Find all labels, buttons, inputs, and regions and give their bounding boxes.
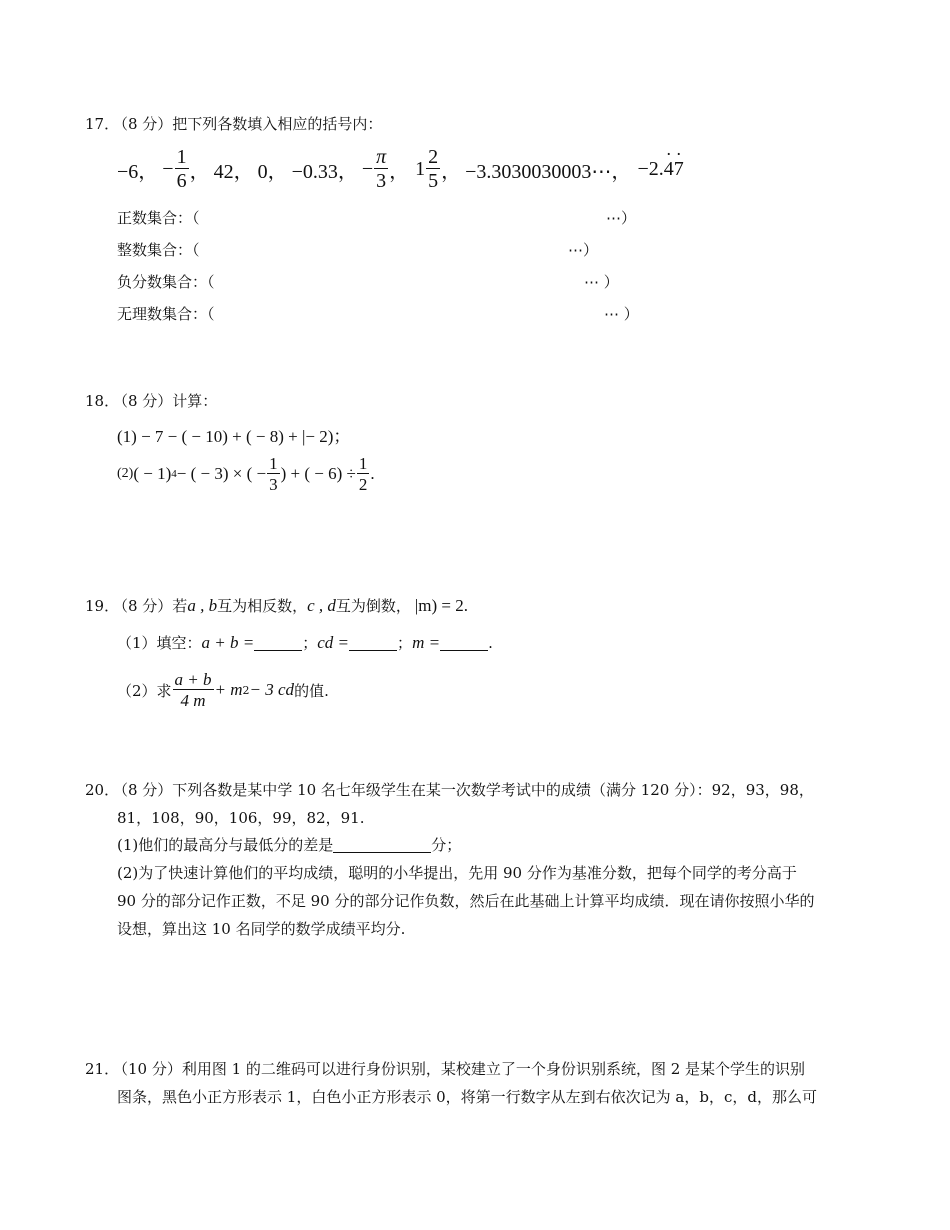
q19-number: 19．	[85, 597, 120, 615]
q17-set-integer-label: 整数集合：（	[117, 241, 200, 259]
q19-part1	[117, 633, 493, 653]
q19-part2-mid: + m	[214, 680, 243, 699]
q18-part2-fraction-1-numerator: 1	[269, 454, 278, 473]
q17-set-irrational-end: ⋯ ）	[604, 305, 639, 323]
q19-part1-blank-1[interactable]	[254, 636, 302, 651]
q17-n2-denominator: 6	[176, 170, 187, 192]
q17-set-negative-fraction-label: 负分数集合：（	[117, 273, 215, 291]
q17-set-positive-end: ⋯）	[606, 209, 637, 227]
q18-part2-mid: − ( − 3) × ( −	[176, 464, 267, 483]
q17-n6-sep: ，	[389, 160, 410, 183]
q19-intro-a: （8 分）若	[113, 597, 188, 615]
q20-part1	[117, 835, 461, 855]
q20-number: 20．	[85, 781, 120, 799]
q19-cd: c , d	[307, 596, 336, 615]
q18-number: 18．	[85, 392, 120, 410]
q18-part2-fraction-1-denominator: 3	[269, 475, 278, 494]
q19-part2-fraction	[173, 671, 214, 709]
q17-n7-numerator: 2	[428, 146, 439, 168]
q21-line1-text: （10 分）利用图 1 的二维码可以进行身份识别，某校建立了一个身份识别系统，图 2 是某个学生的识别	[113, 1060, 806, 1078]
q17-n9-prefix: −2.	[637, 157, 664, 180]
q19-ab: a , b	[187, 596, 218, 615]
q18-part2-label: (2)	[117, 466, 134, 481]
q17-n1: −6，	[117, 160, 159, 183]
q17-n7-denominator: 5	[428, 170, 439, 192]
q19-part1-c: m =	[412, 633, 441, 652]
q19-part2-denominator: 4 m	[180, 691, 206, 710]
q17-n6-fraction	[374, 147, 388, 191]
q17-number-list	[117, 144, 684, 194]
q17-n5: −0.33，	[291, 160, 358, 183]
q19-part2	[117, 666, 329, 714]
q18-part2-rest: ) + ( − 6) ÷	[280, 464, 356, 483]
q17-set-irrational-label: 无理数集合：（	[117, 305, 215, 323]
q21-number: 21．	[85, 1060, 120, 1078]
q21-line2: 图条，黑色小正方形表示 1，白色小正方形表示 0，将第一行数字从左到右依次记为 a，b，c，d，那么可	[117, 1088, 817, 1106]
q19-part2-rest: − 3 cd	[249, 680, 295, 699]
q17-set-irrational	[117, 304, 215, 324]
q19-part2-end: 的值.	[294, 681, 329, 700]
q17-n8: −3.3030030003⋯，	[465, 160, 632, 183]
q20-part2-line3: 设想，算出这 10 名同学的数学成绩平均分.	[117, 920, 406, 938]
q17-set-positive-label: 正数集合：（	[117, 209, 200, 227]
q17-n2-fraction	[175, 147, 189, 191]
q18-part2-fraction-2	[357, 455, 370, 493]
q17-n2-sep: ，	[189, 160, 210, 183]
q17-n6-denominator: 3	[376, 170, 387, 192]
q20-part2-line2: 90 分的部分记作正数，不足 90 分的部分记作负数，然后在此基础上计算平均成绩．现在请你按照小华的	[117, 892, 815, 910]
q19-part2-numerator: a + b	[174, 670, 212, 689]
q18-part2-fraction-2-numerator: 1	[358, 454, 368, 473]
q17-set-negative-fraction	[117, 272, 215, 292]
q18-header	[85, 391, 217, 411]
q19-part1-label: （1）填空：	[117, 634, 202, 652]
q19-part1-b: cd =	[317, 633, 350, 652]
q17-n2-sign: −	[162, 157, 174, 180]
q19-abs-m: |m) = 2.	[414, 596, 469, 615]
q17-set-integer	[117, 240, 200, 260]
q17-n7-fraction	[426, 147, 440, 191]
q17-n6-sign: −	[361, 157, 374, 180]
q21-line1	[85, 1059, 805, 1079]
q19-intro-b: 互为相反数，	[217, 597, 308, 615]
q17-n7-whole: 1	[415, 157, 426, 180]
q19-part1-blank-2[interactable]	[349, 636, 397, 651]
q17-n7-sep: ，	[441, 160, 462, 183]
q19-part1-sep2: ；	[397, 634, 413, 652]
q18-part2	[117, 452, 375, 496]
q19-part2-exponent: 2	[242, 683, 250, 697]
q19-part1-blank-3[interactable]	[440, 636, 488, 651]
q18-part2-fraction-2-denominator: 2	[358, 475, 368, 494]
q19-part1-end: .	[488, 634, 493, 652]
q17-set-positive	[117, 208, 200, 228]
q17-set-integer-end: ⋯）	[568, 241, 599, 259]
q17-n9-repeating-digit-2: · 7	[674, 158, 684, 181]
q19-part1-a: a + b =	[201, 633, 255, 652]
q20-line1-text: （8 分）下列各数是某中学 10 名七年级学生在某一次数学考试中的成绩（满分 120 分）：92，93，98，	[113, 781, 814, 799]
q20-part1-blank[interactable]	[333, 838, 431, 853]
q20-part1-b: 分；	[431, 836, 462, 854]
q18-part2-exponent: 4	[171, 468, 177, 480]
q18-part2-end: .	[370, 464, 375, 483]
q19-intro-c: 互为倒数，	[335, 597, 411, 615]
q17-intro: （8 分）把下列各数填入相应的括号内：	[113, 115, 383, 133]
q17-n2-numerator: 1	[176, 146, 187, 168]
q17-n4: 0，	[257, 160, 288, 183]
q20-line2: 81，108，90，106，99，82，91.	[117, 809, 365, 827]
q19-header	[85, 596, 468, 616]
q20-part1-a: (1)他们的最高分与最低分的差是	[117, 836, 334, 854]
q18-intro: （8 分）计算：	[113, 392, 218, 410]
q19-part2-label: （2）求	[117, 681, 172, 700]
q17-set-negative-fraction-end: ⋯ ）	[584, 273, 619, 291]
q19-part1-sep1: ；	[302, 634, 318, 652]
q18-part2-base: ( − 1)	[133, 464, 172, 483]
q20-part2-line1: (2)为了快速计算他们的平均成绩，聪明的小华提出，先用 90 分作为基准分数，把每个同学的考分高于	[117, 864, 797, 882]
q18-part2-fraction-1	[267, 455, 280, 493]
q17-n6-numerator: π	[376, 146, 387, 168]
q17-n9-repeating-digit-1: · 4	[664, 158, 674, 181]
q17-n3: 42，	[213, 160, 254, 183]
q17-header	[85, 114, 382, 134]
q20-line1	[85, 780, 814, 800]
q17-number: 17．	[85, 115, 120, 133]
q18-part1: (1) − 7 − ( − 10) + ( − 8) + |− 2)；	[117, 427, 351, 446]
